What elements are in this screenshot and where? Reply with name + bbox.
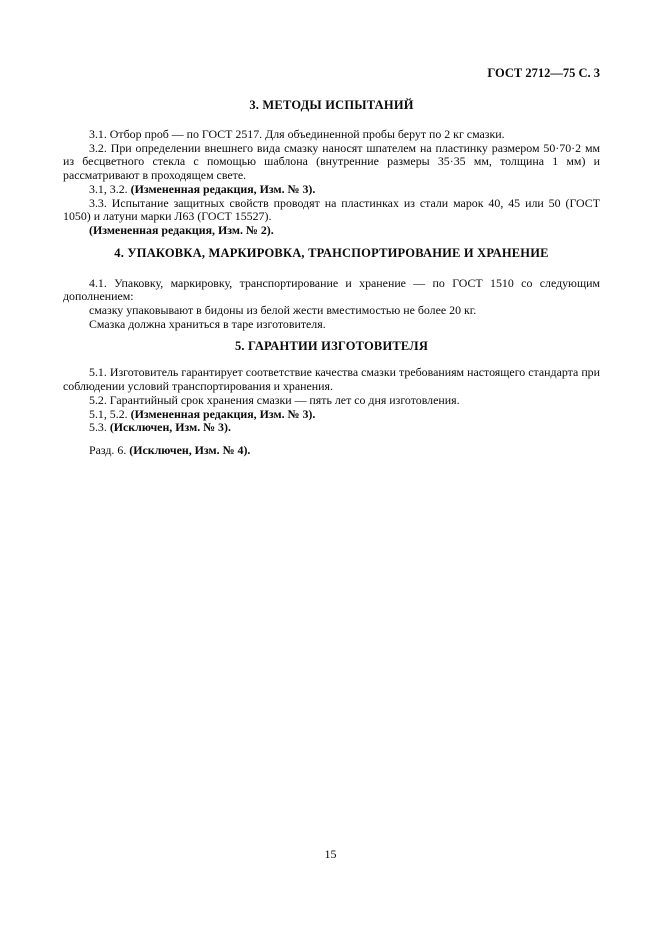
paragraph (63, 318, 600, 332)
paragraph (63, 304, 600, 318)
paragraph (63, 421, 600, 435)
paragraph-text: Разд. 6. (89, 442, 130, 457)
section-warranty (63, 339, 600, 457)
paragraph-text: 3.1. Отбор проб — по ГОСТ 2517. Для объединенной пробы берут по 2 кг смазки. (89, 127, 505, 141)
paragraph (63, 277, 600, 304)
section-title: 3. МЕТОДЫ ИСПЫТАНИЙ (249, 98, 414, 112)
paragraph (63, 408, 600, 422)
paragraph (63, 444, 600, 458)
paragraph-text: 5.1. Изготовитель гарантирует соответствие качества смазки требованиям настоящего стандарта при соблюдении условий транспортирования и хранения. (63, 365, 600, 394)
paragraph (63, 366, 600, 393)
section-title: 5. ГАРАНТИИ ИЗГОТОВИТЕЛЯ (234, 339, 429, 354)
amendment-note: (Измененная редакция, Изм. № 3). (130, 181, 316, 196)
paragraph (63, 394, 600, 408)
amendment-note: (Измененная редакция, Изм. № 3). (130, 406, 316, 421)
document-header: ГОСТ 2712—75 С. 3 (487, 66, 600, 80)
paragraph-text: смазку упаковывают в бидоны из белой жести вместимостью не более 20 кг. (89, 303, 477, 318)
paragraph-text: 3.1, 3.2. (89, 181, 131, 196)
paragraph-text: 5.1, 5.2. (89, 406, 131, 421)
paragraph-text: Смазка должна храниться в таре изготовителя. (89, 316, 326, 331)
section-test-methods (63, 98, 600, 238)
paragraph-text: 3.3. Испытание защитных свойств проводят на пластинках из стали марок 40, 45 или 50 (ГОСТ 1050) и латуни марки Л63 (ГОСТ 15527). (63, 195, 600, 224)
page-number: 15 (324, 847, 337, 861)
paragraph-text: 4.1. Упаковку, маркировку, транспортирование и хранение — по ГОСТ 1510 со следующим дополнением: (63, 275, 600, 304)
paragraph-text: 5.2. Гарантийный срок хранения смазки — пять лет со дня изготовления. (89, 392, 460, 407)
paragraph (63, 224, 600, 238)
paragraph (63, 128, 600, 142)
amendment-note: (Исключен, Изм. № 3). (109, 420, 231, 435)
amendment-note: (Измененная редакция, Изм. № 2). (89, 222, 274, 237)
paragraph (63, 183, 600, 197)
paragraph (63, 197, 600, 224)
paragraph-text: 5.3. (89, 420, 110, 435)
amendment-note: (Исключен, Изм. № 4). (129, 442, 251, 457)
paragraph (63, 142, 600, 183)
section-packaging (63, 246, 600, 332)
section-title: 4. УПАКОВКА, МАРКИРОВКА, ТРАНСПОРТИРОВАНИЕ И ХРАНЕНИЕ (114, 245, 549, 260)
paragraph-text: 3.2. При определении внешнего вида смазку наносят шпателем на пластинку размером 50·70·2 мм из бесцветного стекла с помощью шаблона (внутренние размеры 35·35 мм, толщина 1 мм) и рассматривают в проходящем свете. (63, 140, 600, 183)
